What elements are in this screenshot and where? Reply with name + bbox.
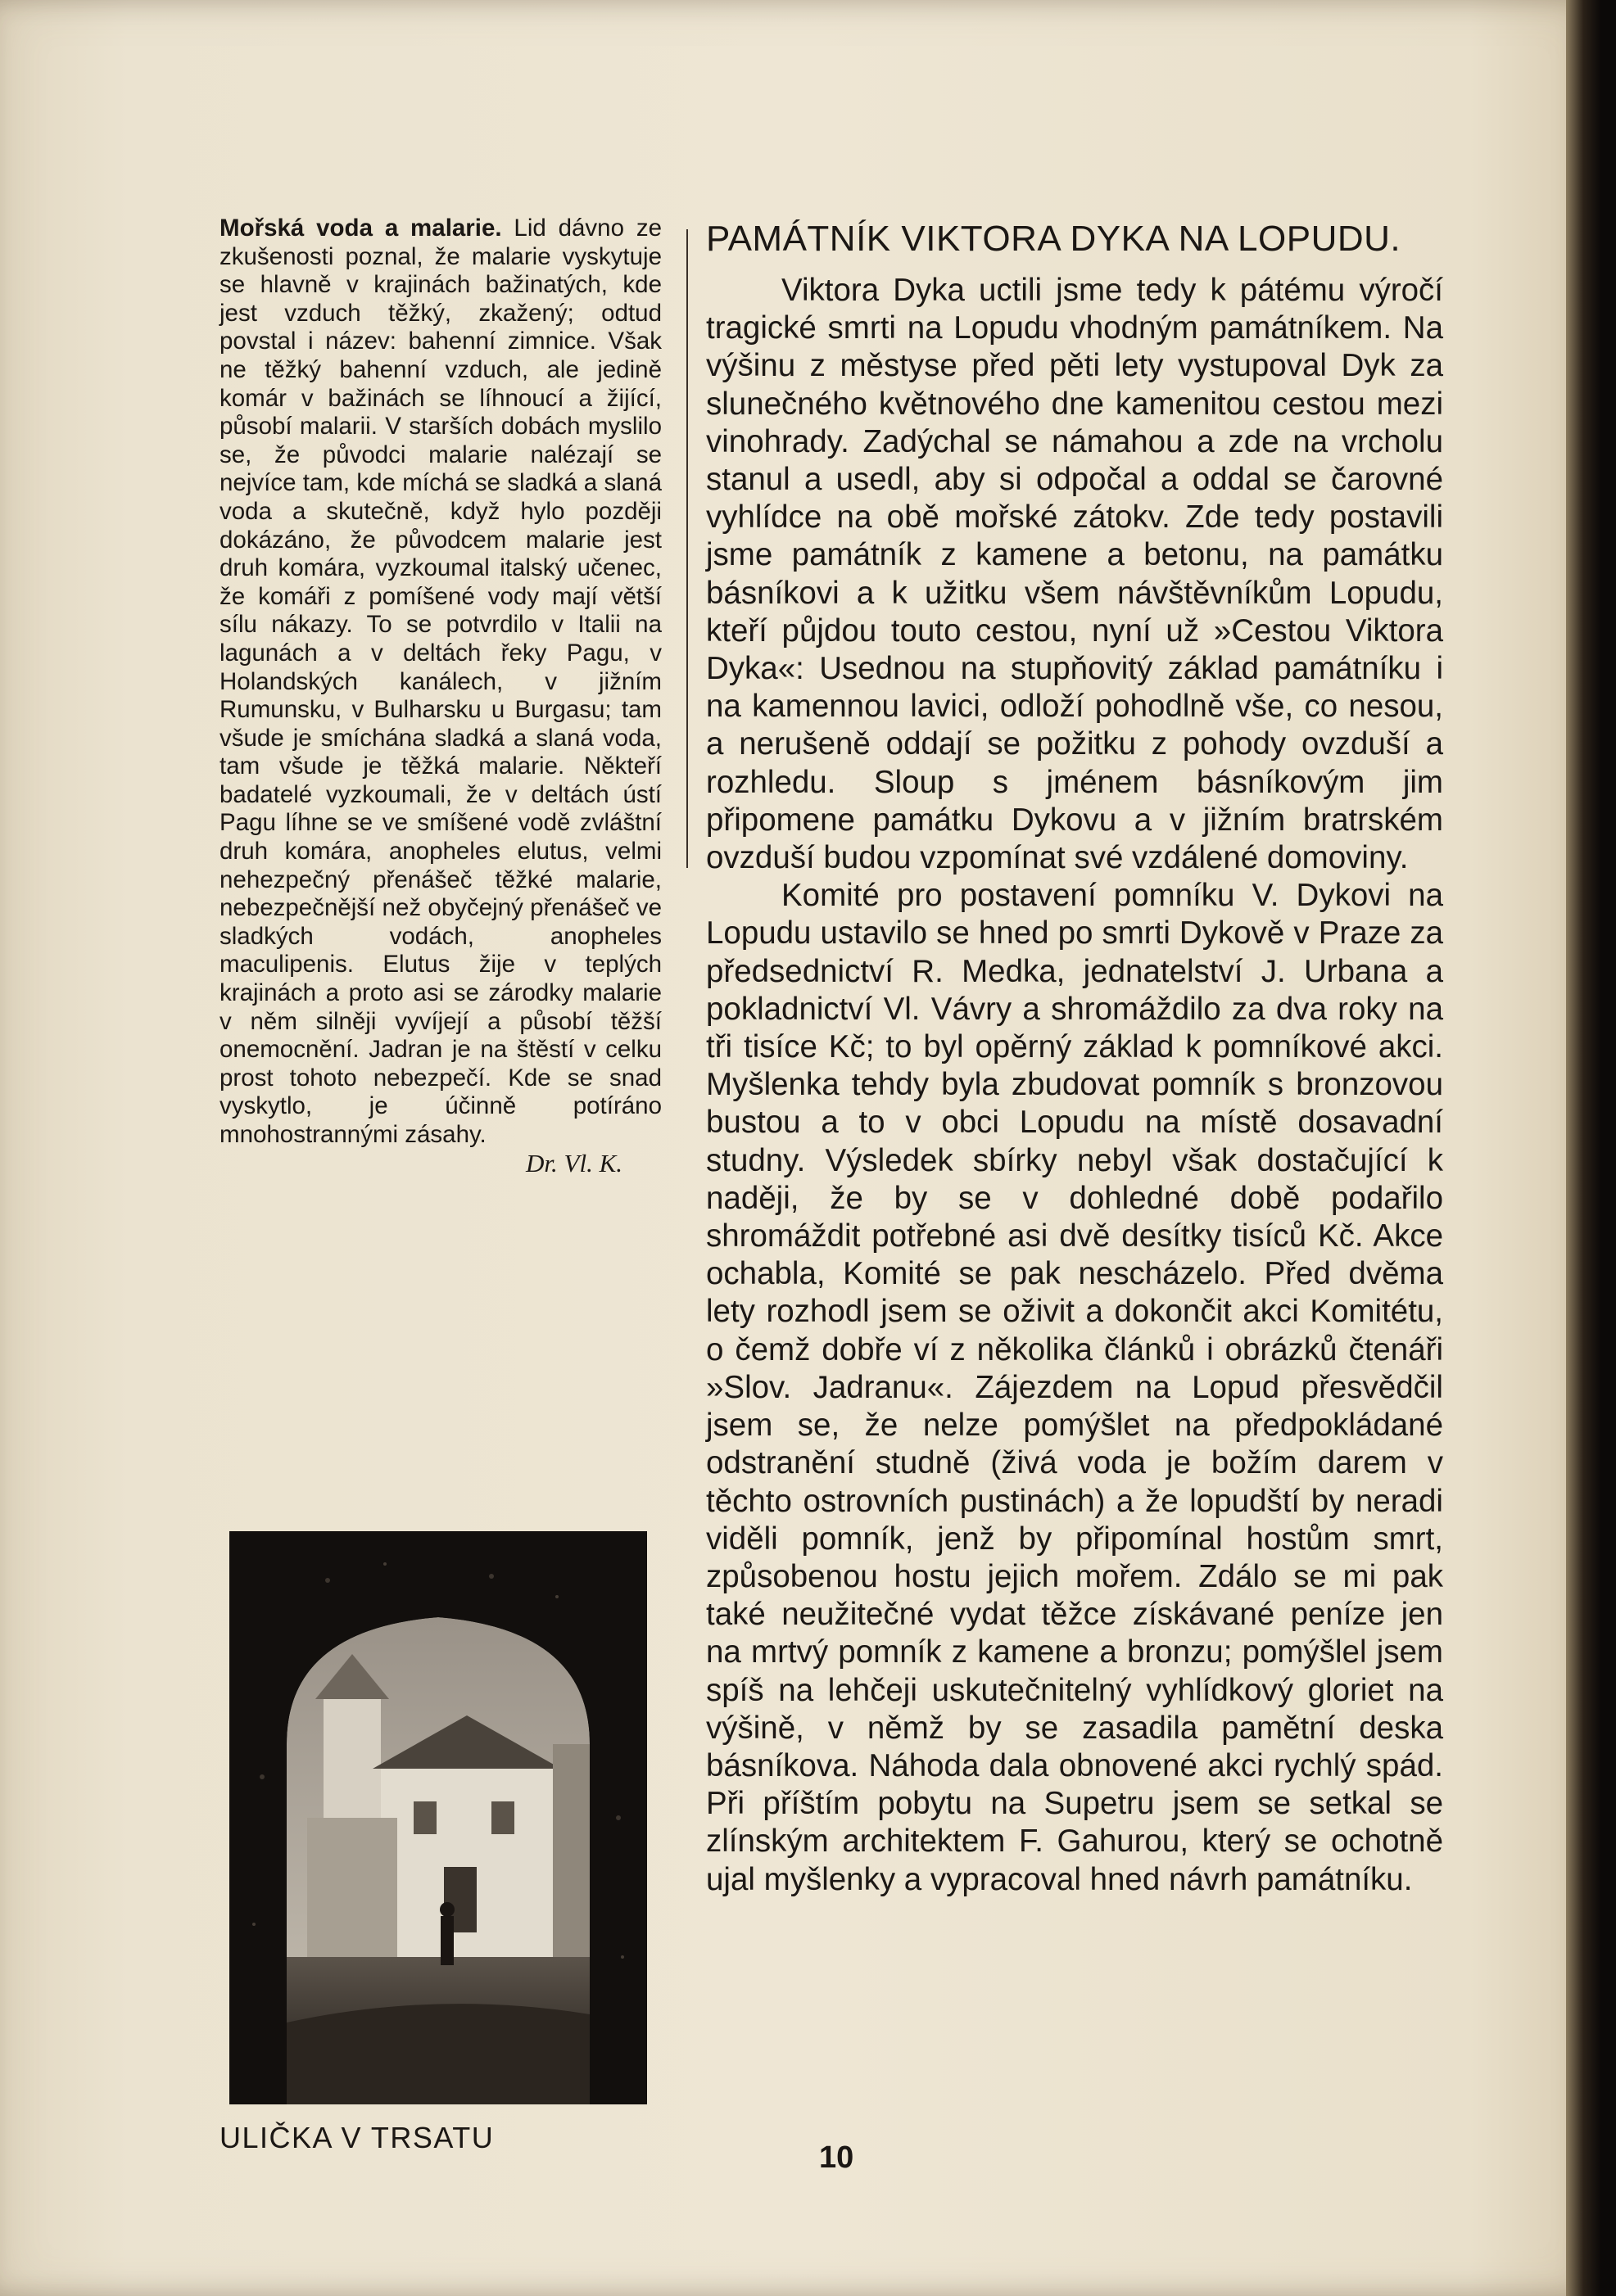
page-edge-shadow bbox=[1566, 0, 1616, 2296]
photo-caption: ULIČKA V TRSATU bbox=[220, 2121, 495, 2154]
right-article-paragraph: Viktora Dyka uctili jsme tedy k pátému výročí tragické smrti na Lopudu vhodným památníkem. Na výšinu z městyse před pěti lety vystupoval Dyk za slunečného květnového dne kamenitou cestou mezi vinohrady. Zadýchal se námahou a zde na vrcholu stanul a usedl, aby si odpočal a oddal se čarovné vyhlídce na obě mořské zátokv. Zde tedy postavili jsme památník z kamene a betonu, na památku básníkovi a k užitku všem návštěvníkům Lopudu, kteří půjdou touto cestou, nyní už »Cestou Viktora Dyka«: Usednou na stupňovitý základ památníku i na kamennou lavici, odloží pohodlně vše, co nesou, a nerušeně oddají se požitku z pohody ovzduší a rozhledu. Sloup s jménem básníkovým jim připomene památku Dykovu a v jižním bratrském ovzduší budou vzpomínat své vzdálené domoviny. bbox=[706, 273, 1443, 876]
right-article bbox=[706, 215, 1443, 1899]
left-article bbox=[220, 215, 662, 1177]
page-number: 10 bbox=[819, 2140, 854, 2175]
left-article-signature: Dr. Vl. K. bbox=[526, 1148, 622, 1177]
photo-archway-icon bbox=[229, 1531, 647, 2104]
column-divider bbox=[686, 229, 688, 868]
left-article-body: Lid dávno ze zkušenosti poznal, že malarie vyskytuje se hlavně v krajinách bažinatých, kde jest vzduch těžký, zkažený; odtud povstal i název: bahenní zimnice. Však ne těžký bahenní vzduch, ale jedině komár v bažinách se líhnoucí a žijící, působí malarii. V starších dobách myslilo se, že původci malarie nalézají se nejvíce tam, kde míchá se sladká a slaná voda a skutečně, když hylo později dokázáno, že původcem malarie jest druh komára, vyzkoumal italský učenec, že komáři z pomíšené vody mají větší sílu nákazy. To se potvrdilo v Italii na lagunách a v deltách řeky Pagu, v Holandských kanálech, v jižním Rumunsku, v Bulharsku u Burgasu; tam všude je smíchána sladká a slaná voda, tam všude je těžká malarie. Někteří badatelé vyzkoumali, že v deltách ústí Pagu líhne se ve smíšené vodě zvláštní druh komára, anopheles elutus, velmi nehezpečný přenášeč těžké malarie, nebezpečnější než obyčejný přenášeč ve sladkých vodách, anopheles maculipenis. Elutus žije v teplých krajinách a proto asi se zárodky malarie v něm silněji vyvíjejí a působí těžší onemocnění. Jadran je na štěstí v celku prost tohoto nebezpečí. Kde se snad vyskytlo, je účinně potíráno mnohostrannými zásahy. bbox=[220, 215, 662, 1148]
right-article-title: PAMÁTNÍK VIKTORA DYKA NA LOPUDU. bbox=[706, 219, 1401, 259]
left-article-title: Mořská voda a malarie. bbox=[220, 215, 502, 242]
right-article-paragraph: Komité pro postavení pomníku V. Dykovi na Lopudu ustavilo se hned po smrti Dykově v Praze za předsednictví R. Medka, jednatelství J. Urbana a pokladnictví Vl. Vávry a shromáždilo za dva roky na tři tisíce Kč; to byl opěrný základ k pomníkové akci. Myšlenka tehdy byla zbudovat pomník s bronzovou bustou a to v obci Lopudu na místě dosavadní studny. Výsledek sbírky nebyl však dostačující k naději, že by se v dohledné době podařilo shromáždit potřebné asi dvě desítky tisíců Kč. Akce ochabla, Komité se pak nescházelo. Před dvěma lety rozhodl jsem se oživit a dokončit akci Komitétu, o čemž dobře ví z několika článků i obrázků čtenáři »Slov. Jadranu«. Zájezdem na Lopud přesvědčil jsem se, že nelze pomýšlet na předpokládané odstranění studně (živá voda je božím darem v těchto ostrovních pustinách) a že lopudští by neradi viděli pomník, jenž by připomínal hostům smrt, způsobenou hostu jejich mořem. Zdálo se mi pak také neužitečné vydat těžce získávané peníze jen na mrtvý pomník z kamene a bronzu; pomýšlel jsem spíš na lehčeji uskutečnitelný vyhlídkový gloriet na výšině, v němž by se zasadila pamětní deska básníkova. Náhoda dala obnovené akci rychlý spád. Při příštím pobytu na Supetru jsem se setkal se zlínským architektem F. Gahurou, který se ochotně ujal myšlenky a vypracoval hned návrh památníku. bbox=[706, 878, 1443, 1897]
